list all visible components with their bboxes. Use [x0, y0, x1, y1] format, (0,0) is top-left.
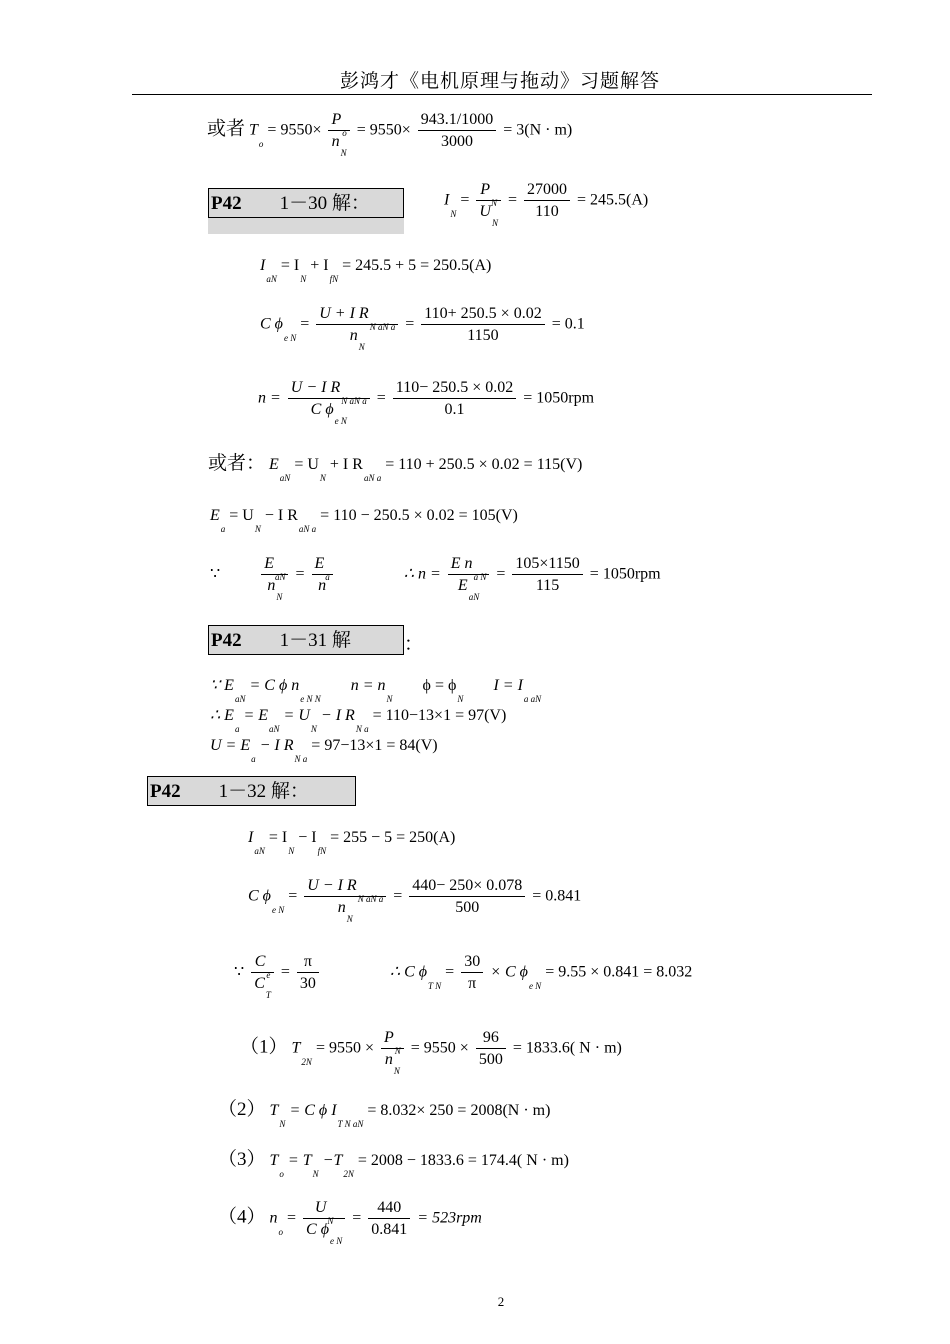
eq-step1-1-32: （1） $T_{2N} = 9550$ × $\frac{P_N}{n_N}$ = 9550 × $\frac{96}{500}$ = 1833.6( N · m)	[240, 1029, 622, 1076]
problem-label-1-31: P42 1－31 解	[208, 625, 404, 655]
eq-ea-1-30: $E_a = U_N - I$ $R_{aN a} = 110 - 250.5 \times 0.02 = 105(V)$	[210, 507, 518, 534]
page-header-title: 彭鸿才《电机原理与拖动》习题解答	[339, 71, 660, 92]
eq-n-1-30: n = $\frac{U - I R_{N aN a}}{C \phi_{e N}}$ = $\frac{110- 250.5 \times 0.02}{0.1}$ = 1050rpm	[258, 379, 595, 426]
problem-label-1-30: P42 1－30 解：	[208, 188, 404, 218]
eq-ean-1-30: 或者： $E_{aN} = U_N + I$ $R_{aN a} = 110 + 250.5 \times 0.02 = 115(V)$	[208, 453, 583, 483]
eq-1-31-line2: ∴ $E_a = E_{aN} = U_N - I$ $R_{N a} = 110-13\times 1 = 97(V)$	[210, 707, 507, 734]
eq-step4-1-32: （4） $n_o$ = $\frac{U_N}{C \phi_{e N}}$ = $\frac{440}{0.841}$ = 523rpm	[218, 1199, 482, 1246]
fraction: $\frac{P_o}{n_N}$	[328, 112, 349, 150]
eq-ce-1-30: C $\phi_{e N}$ = $\frac{U + I R_{N aN a}}{n_N}$ = $\frac{110+ 250.5 \times 0.02}{1150}$ = 0.1	[260, 305, 585, 352]
eq-ce-1-32: C $\phi_{e N}$ = $\frac{U - I R_{N aN a}}{n_N}$ = $\frac{440- 250\times 0.078}{500}$ = 0.841	[248, 877, 582, 924]
eq-ct-1-32: ∵ $\frac{C_e}{C_T}$ = $\frac{\pi}{30}$ ∴ C $\phi_{T N}$ = $\frac{30}{\pi}$ × C $\phi_{e N} = 9.55 \times 0.841 = 8.032$	[234, 953, 693, 1000]
eq-ia-1-30: $I_{aN} = I_N + I_{fN} = 245.5 + 5 = 250.5(A)$	[260, 257, 492, 284]
eq-1-31-line1: ∵ $E_{aN} = C$ ϕ $n_{e N N}$ $n = n_N$ $\phi = \phi_N$ $I = I_{a aN}$	[210, 677, 542, 704]
header-divider	[132, 94, 872, 95]
eq-armature-current-rated: $I_N$ = $\frac{P_N}{U_N}$ = $\frac{27000}{110}$ = 245.5(A)	[444, 181, 649, 228]
label-shadow	[208, 218, 404, 234]
label-colon: ：	[404, 634, 424, 655]
eq-ia-1-32: $I_{aN} = I_N - I_{fN} = 255 - 5 = 250(A)$	[248, 829, 456, 856]
eq-ratio-1-30: ∵ $\frac{E_{aN}}{n_N}$ = $\frac{E_a}{n}$ ∴ n = $\frac{E n_{a N}}{E_{aN}}$ = $\frac{105\times 1150}{115}$ = 1050rpm	[210, 555, 661, 602]
problem-label-1-32: P42 1－32 解：	[147, 776, 356, 806]
intro-equation: 或者 $T_o = 9550\times$ $\frac{P_o}{n_N}$ = 9550× $\frac{943.1/1000}{3000}$ = 3(N · m)	[207, 111, 573, 158]
fraction: $\frac{943.1/1000}{3000}$	[418, 112, 496, 150]
intro-label: 或者	[207, 118, 246, 140]
eq-step3-1-32: （3） $T_o = T_N -T_{2N} = 2008 - 1833.6 = 174.4$( N · m)	[218, 1149, 569, 1179]
eq-1-31-line3: $U = E_a - I$ $R_{N a} = 97-13\times 1 = 84(V)$	[210, 737, 438, 764]
eq-step2-1-32: （2） $T_N = C$ ϕ $I_{T N aN} = 8.032\times 250 = 2008(N \cdot m)$	[218, 1099, 551, 1129]
page-number: 2	[497, 1294, 505, 1309]
